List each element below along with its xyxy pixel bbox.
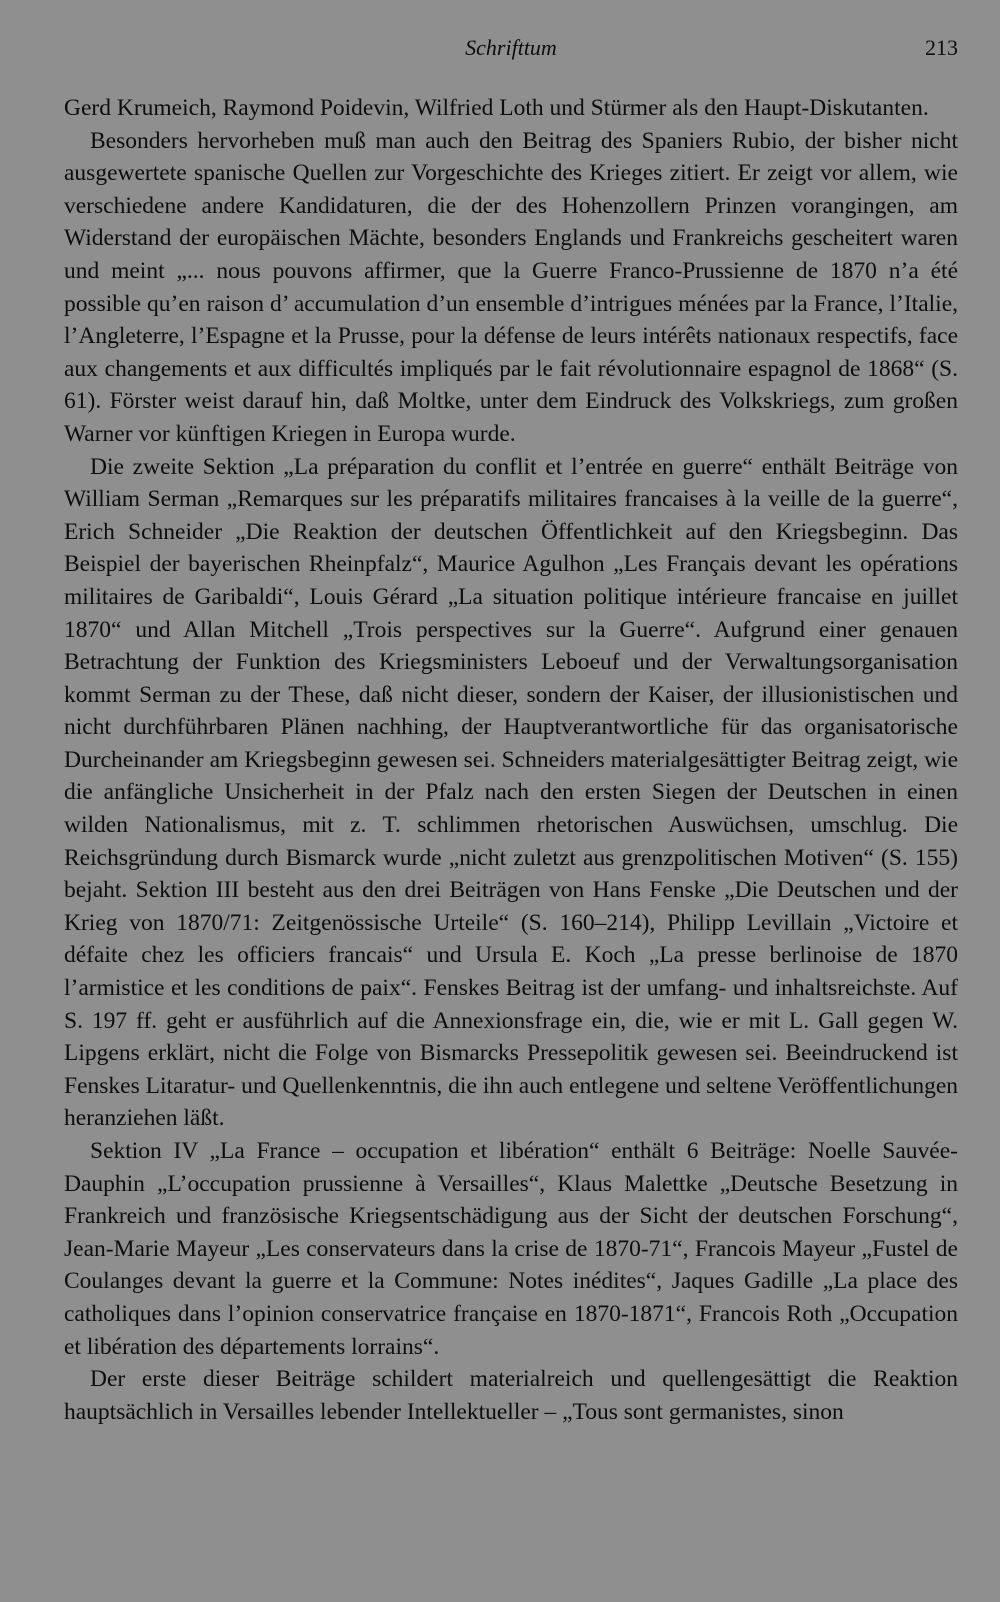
running-header xyxy=(64,32,958,64)
body-text xyxy=(64,92,958,1428)
paragraph-2: Besonders hervorheben muß man auch den Beitrag des Spaniers Rubio, der bisher nicht ausgewertete spanische Quellen zur Vorgeschichte des Krieges zitiert. Er zeigt vor allem, wie verschiedene andere Kandidaturen, die der des Hohenzollern Prinzen vorangingen, am Widerstand der europäischen Mächte, besonders Englands und Frankreichs gescheitert waren und meint „... nous pouvons affirmer, que la Guerre Franco-Prussienne de 1870 n’a été possible qu’en raison d’ accumulation d’un ensemble d’intrigues ménées par la France, l’Italie, l’Angleterre, l’Espagne et la Prusse, pour la défense de leurs intérêts nationaux respectifs, face aux changements et aux difficultés impliqués par le fait révolutionnaire espagnol de 1868“ (S. 61). Förster weist darauf hin, daß Moltke, unter dem Eindruck des Volkskriegs, zum großen Warner vor künftigen Kriegen in Europa wurde. xyxy=(64,127,958,447)
running-title: Schrifttum xyxy=(465,35,557,60)
paragraph-3: Die zweite Sektion „La préparation du conflit et l’entrée en guerre“ enthält Beiträge von William Serman „Remarques sur les préparatifs militaires francaises à la veille de la guerre“, Erich Schneider „Die Reaktion der deutschen Öffentlichkeit auf den Kriegsbeginn. Das Beispiel der bayerischen Rheinpfalz“, Maurice Agulhon „Les Français devant les opérations militaires de Garibaldi“, Louis Gérard „La situation politique intérieure francaise en juillet 1870“ und Allan Mitchell „Trois perspectives sur la Guerre“. Aufgrund einer genauen Betrachtung der Funktion des Kriegsministers Leboeuf und der Verwaltungsorganisation kommt Serman zu der These, daß nicht dieser, sondern der Kaiser, der illusionistischen und nicht durchführbaren Plänen nachhing, der Hauptverantwortliche für das organisatorische Durcheinander am Kriegsbeginn gewesen sei. Schneiders materialgesättigter Beitrag zeigt, wie die anfängliche Unsicherheit in der Pfalz nach den ersten Siegen der Deutschen in einen wilden Nationalismus, mit z. T. schlimmen rhetorischen Auswüchsen, umschlug. Die Reichsgründung durch Bismarck wurde „nicht zuletzt aus grenzpolitischen Motiven“ (S. 155) bejaht. Sektion III besteht aus den drei Beiträgen von Hans Fenske „Die Deutschen und der Krieg von 1870/71: Zeitgenössische Urteile“ (S. 160–214), Philipp Levillain „Victoire et défaite chez les officiers francais“ und Ursula E. Koch „La presse berlinoise de 1870 l’armistice et les conditions de paix“. Fenskes Beitrag ist der umfang- und inhaltsreichste. Auf S. 197 ff. geht er ausführlich auf die Annexionsfrage ein, die, wie er mit L. Gall gegen W. Lipgens erklärt, nicht die Folge von Bismarcks Pressepolitik gewesen sei. Beeindruckend ist Fenskes Litaratur- und Quellenkenntnis, die ihn auch entlegene und seltene Veröffentlichungen heranziehen läßt. xyxy=(64,453,958,1132)
page-number: 213 xyxy=(925,35,958,60)
paragraph-1: Gerd Krumeich, Raymond Poidevin, Wilfried Loth und Stürmer als den Haupt-Diskutanten. xyxy=(64,95,929,121)
paragraph-5: Der erste dieser Beiträge schildert materialreich und quellengesättigt die Reaktion hauptsächlich in Versailles lebender Intellektueller – „Tous sont germanistes, sinon xyxy=(64,1366,958,1425)
paragraph-4: Sektion IV „La France – occupation et libération“ enthält 6 Beiträge: Noelle Sauvée-Dauphin „L’occupation prussienne à Versailles“, Klaus Malettke „Deutsche Besetzung in Frankreich und französische Kriegsentschädigung aus der Sicht der deutschen Forschung“, Jean-Marie Mayeur „Les conservateurs dans la crise de 1870-71“, Francois Mayeur „Fustel de Coulanges devant la guerre et la Commune: Notes inédites“, Jaques Gadille „La place des catholiques dans l’opinion conservatrice française en 1870-1871“, Francois Roth „Occupation et libération des départements lorrains“. xyxy=(64,1138,958,1360)
